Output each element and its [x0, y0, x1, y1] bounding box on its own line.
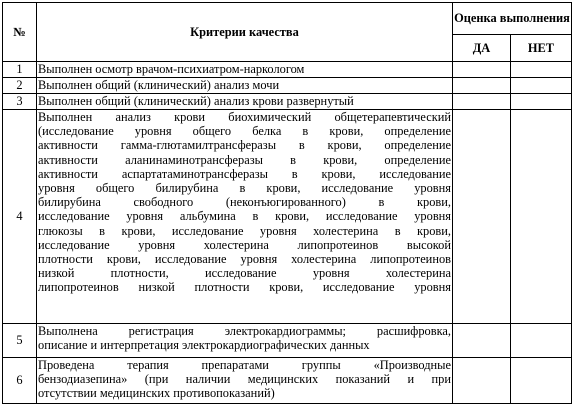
no-column-header: НЕТ	[511, 35, 572, 62]
criterion-line: активности гамма-глютамилтрансферазы в крови, определение	[38, 138, 451, 153]
criterion-cell	[37, 94, 453, 110]
criterion-line: Выполнен анализ крови биохимический общетерапевтический	[38, 110, 451, 124]
criterion-line: исследование уровня холестерина липопротеинов высокой	[38, 237, 451, 252]
table-row	[3, 62, 572, 78]
criterion-line: Выполнен общий (клинический) анализ мочи	[38, 78, 280, 92]
criterion-line: Выполнен общий (клинический) анализ крови развернутый	[38, 94, 354, 108]
criterion-line: описание и интерпретация электрокардиографических данных	[38, 338, 370, 353]
criterion-cell	[37, 324, 453, 358]
criterion-cell	[37, 62, 453, 78]
yes-cell[interactable]	[453, 358, 511, 404]
yes-column-header: ДА	[453, 35, 511, 62]
criterion-line: активности аланинаминотрансферазы в крови, определение	[38, 152, 451, 167]
no-cell[interactable]	[511, 358, 572, 404]
yes-cell[interactable]	[453, 94, 511, 110]
header-row-top	[3, 3, 572, 35]
no-cell[interactable]	[511, 324, 572, 358]
criterion-line: активности аспартатаминотрансферазы в крови, исследование	[38, 166, 451, 181]
no-cell[interactable]	[511, 62, 572, 78]
criterion-line: липопротеинов низкой плотности крови, исследование уровня	[38, 280, 451, 295]
criterion-line: уровня общего билирубина в крови, исследование уровня	[38, 181, 451, 196]
quality-criteria-table	[2, 2, 572, 404]
yes-cell[interactable]	[453, 110, 511, 324]
yes-cell[interactable]	[453, 324, 511, 358]
criterion-line: низкой плотности, исследование уровня холестерина	[38, 266, 451, 281]
table-row	[3, 78, 572, 94]
row-number: 3	[3, 94, 37, 110]
criterion-line: глюкозы в крови, исследование уровня холестерина в крови,	[38, 223, 451, 238]
table-row	[3, 324, 572, 358]
yes-cell[interactable]	[453, 62, 511, 78]
criterion-line: Проведена терапия препаратами группы «Производные	[38, 358, 451, 372]
criterion-line: (исследование уровня общего белка в крови, определение	[38, 124, 451, 139]
criterion-line: Выполнена регистрация электрокардиограммы; расшифровка,	[38, 324, 451, 338]
criterion-cell	[37, 78, 453, 94]
criterion-line: Выполнен осмотр врачом-психиатром-наркологом	[38, 62, 305, 76]
criterion-line: отсутствии медицинских противопоказаний)	[38, 386, 275, 401]
no-cell[interactable]	[511, 94, 572, 110]
criterion-cell	[37, 358, 453, 404]
criterion-line: бензодиазепина» (при наличии медицинских показаний и при	[38, 372, 451, 387]
criterion-line: плотности крови, исследование уровня холестерина липопротеинов	[38, 252, 451, 267]
row-number: 2	[3, 78, 37, 94]
row-number: 5	[3, 324, 37, 358]
no-cell[interactable]	[511, 110, 572, 324]
criterion-line: билирубина свободного (неконъюгированного) в крови,	[38, 195, 451, 210]
table-row	[3, 110, 572, 324]
criterion-cell	[37, 110, 453, 324]
yes-cell[interactable]	[453, 78, 511, 94]
table-row	[3, 358, 572, 404]
table-row	[3, 94, 572, 110]
row-number: 1	[3, 62, 37, 78]
criteria-column-header: Критерии качества	[37, 3, 453, 62]
number-column-header: №	[3, 3, 37, 62]
row-number: 4	[3, 110, 37, 324]
criterion-line: исследование уровня альбумина в крови, исследование уровня	[38, 209, 451, 224]
row-number: 6	[3, 358, 37, 404]
no-cell[interactable]	[511, 78, 572, 94]
evaluation-column-header: Оценка выполнения	[453, 3, 572, 35]
